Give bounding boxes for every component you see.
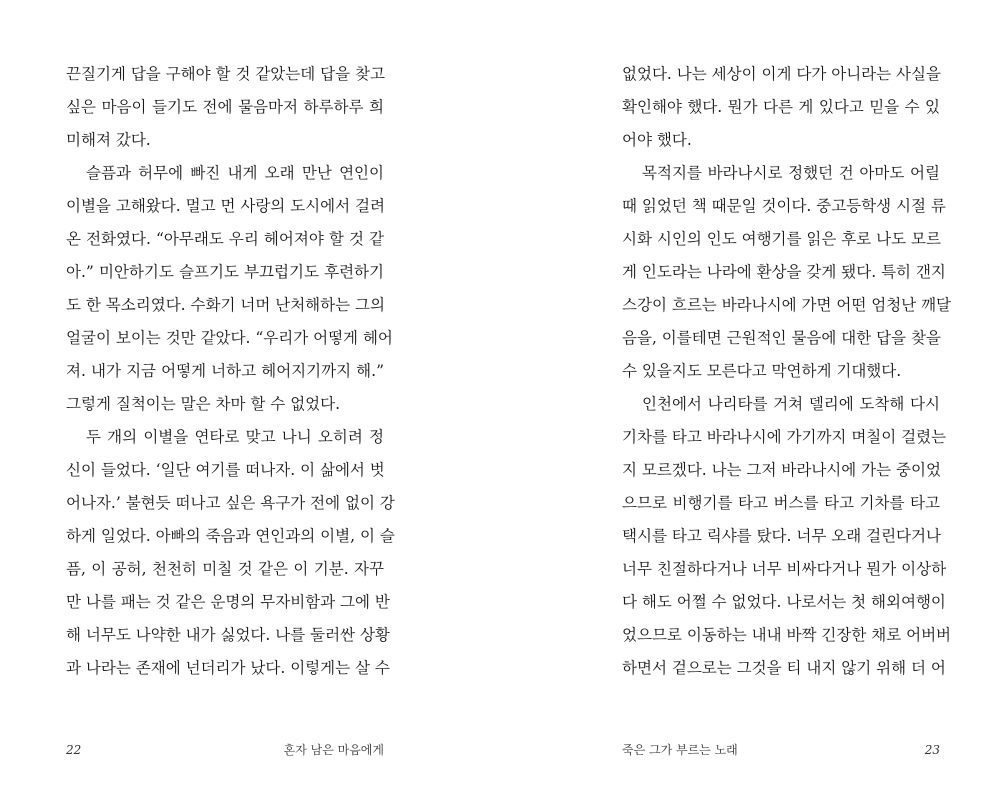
text-line: 아.” 미안하기도 슬프기도 부끄럽기도 후련하기 [66,263,384,281]
text-line: 었으므로 이동하는 내내 바짝 긴장한 채로 어버버 [622,626,952,644]
text-line: 끈질기게 답을 구해야 할 것 같았는데 답을 찾고 [66,65,385,83]
text-line: 시화 시인의 인도 여행기를 읽은 후로 나도 모르 [622,230,941,248]
text-line: 도 한 목소리였다. 수화기 너머 난처해하는 그의 [66,296,385,314]
text-line: 하면서 겉으로는 그것을 티 내지 않기 위해 더 어 [622,659,946,677]
text-line: 으므로 비행기를 타고 버스를 타고 기차를 타고 [622,494,940,512]
running-title: 혼자 남은 마음에게 [283,743,384,757]
right-page-body-text [622,58,952,685]
text-line: 과 나라는 존재에 넌더리가 났다. 이렇게는 살 수 [66,659,390,677]
text-line: 목적지를 바라나시로 정했던 건 아마도 어릴 [642,164,940,182]
text-line: 스강이 흐르는 바라나시에 가면 어떤 엄청난 깨달 [622,296,952,314]
left-page-body-text [66,58,395,685]
page-number: 22 [66,743,82,757]
text-line: 없었다. 나는 세상이 이게 다가 아니라는 사실을 [622,65,941,83]
text-line: 만 나를 패는 것 같은 운명의 무자비함과 그에 반 [66,593,390,611]
page-number: 23 [924,743,940,757]
text-line: 하게 일었다. 아빠의 죽음과 연인과의 이별, 이 슬 [66,527,395,545]
text-line: 두 개의 이별을 연타로 맞고 나니 오히려 정 [86,428,384,446]
text-line: 픔, 이 공허, 천천히 미칠 것 같은 이 기분. 자꾸 [66,560,384,578]
text-line: 음을, 이를테면 근원적인 물음에 대한 답을 찾을 [622,329,941,347]
text-line: 너무 친절하다거나 너무 비싸다거나 뭔가 이상하 [622,560,947,578]
text-line: 어나자.’ 불현듯 떠나고 싶은 욕구가 전에 없이 강 [66,494,395,512]
text-line: 싶은 마음이 들기도 전에 물음마저 하루하루 희 [66,98,384,116]
text-line: 게 인도라는 나라에 환상을 갖게 됐다. 특히 갠지 [622,263,946,281]
text-line: 기차를 타고 바라나시에 가기까지 며칠이 걸렸는 [622,428,947,446]
text-line: 택시를 타고 릭샤를 탔다. 너무 오래 걸린다거나 [622,527,941,545]
text-line: 온 전화였다. “아무래도 우리 헤어져야 할 것 같 [66,230,384,248]
text-line: 지 모르겠다. 나는 그저 바라나시에 가는 중이었 [622,461,941,479]
text-line: 이별을 고해왔다. 멀고 먼 사랑의 도시에서 걸려 [66,197,385,215]
text-line: 다 해도 어쩔 수 없었다. 나로서는 첫 해외여행이 [622,593,946,611]
text-line: 신이 들었다. ‘일단 여기를 떠나자. 이 삶에서 벗 [66,461,385,479]
text-line: 수 있을지도 모른다고 막연하게 기대했다. [622,362,902,380]
text-line: 슬픔과 허무에 빠진 내게 오래 만난 연인이 [86,164,384,182]
text-line: 미해져 갔다. [66,131,151,149]
right-page [500,0,1000,812]
text-line: 때 읽었던 책 때문일 것이다. 중고등학생 시절 류 [622,197,946,215]
text-line: 그렇게 질척이는 말은 차마 할 수 없었다. [66,395,341,413]
running-title: 죽은 그가 부르는 노래 [622,743,738,757]
text-line: 어야 했다. [622,131,692,149]
text-line: 인천에서 나리타를 거쳐 델리에 도착해 다시 [642,395,940,413]
text-line: 해 너무도 나약한 내가 싫었다. 나를 둘러싼 상황 [66,626,390,644]
text-line: 얼굴이 보이는 것만 같았다. “우리가 어떻게 헤어 [66,329,393,347]
text-line: 확인해야 했다. 뭔가 다른 게 있다고 믿을 수 있 [622,98,940,116]
text-line: 져. 내가 지금 어떻게 너하고 헤어지기까지 해.” [66,362,384,380]
